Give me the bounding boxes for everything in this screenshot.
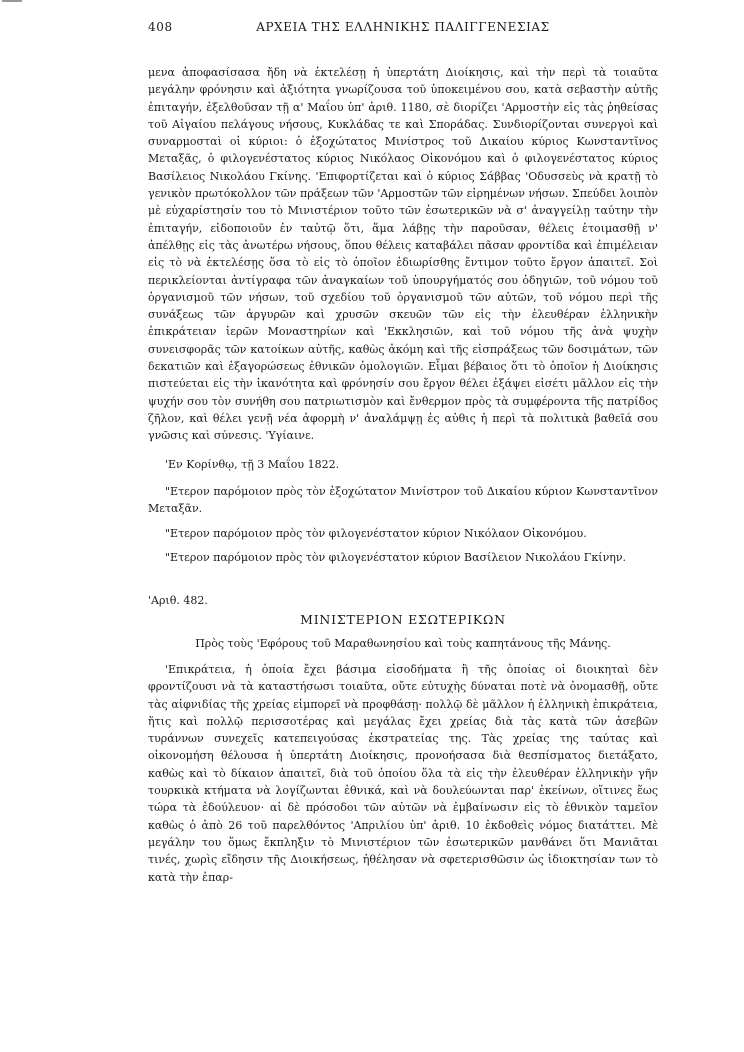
document-2-number: 'Αριθ. 482. — [148, 594, 208, 607]
page-number: 408 — [148, 20, 173, 34]
document-1-copies — [148, 483, 658, 573]
document-2-paragraph: 'Επικράτεια, ἡ ὁποία ἔχει βάσιμα εἰσοδήματα ἢ τῆς ὁποίας οἱ διοικηταὶ δὲν φροντίζουσι νὰ τὰ καταστήσωσι τοιαῦτα, οὔτε εὐτυχὴς δύναται ποτὲ νὰ ὀνομασθῇ, οὔτε τὰς αἰφνιδίας τῆς χρείας εἰμπορεῖ νὰ προφθάσῃ· πολλῷ δὲ μᾶλλον ἡ ἑλληνικὴ ἐπικράτεια, ἥτις καὶ πολλῷ περισσοτέρας καὶ μεγάλας ἔχει χρείας διὰ τὰς κατὰ τῶν ἀσεβῶν τυράννων συνεχεῖς κατεπειγούσας ἐκστρατείας της. Τὰς χρείας της ταύτας καὶ οἰκονομήση θέλουσα ἡ ὑπερτάτη Διοίκησις, προνοήσασα διὰ θεσπίσματος διετάξατο, καθὼς καὶ τὸ δίκαιον ἀπαιτεῖ, διὰ τοῦ ὁποίου ὅλα τὰ εἰς τὴν ἐλευθέραν ἑλληνικὴν γῆν τουρκικὰ κτήματα νὰ λογίζωνται ἐθνικά, καὶ νὰ δουλεύωνται παρ' ἐκείνων, οἵτινες ἕως τώρα τὰ ἐδούλευον· αἱ δὲ πρόσοδοι τῶν αὐτῶν νὰ ἐμβαίνωσιν εἰς τὸ ἐθνικὸν ταμεῖον καθὼς ὁ ἀπὸ 26 τοῦ παρελθόντος 'Απριλίου ὑπ' ἀριθ. 10 ἐκδοθεὶς νόμος διατάττει. Μὲ μεγάλην του ὅμως ἔκπληξιν τὸ Μινιστέριον τῶν ἐσωτερικῶν μανθάνει ὅτι Μανιᾶται τινές, χωρὶς εἴδησιν τῆς Διοικήσεως, ἠθέλησαν νὰ σφετερισθῶσιν ὡς ἰδιοκτησίαν των τὸ κατὰ τὴν ἐπαρ- — [148, 663, 658, 884]
copy-note-1: "Ετερον παρόμοιον πρὸς τὸν ἐξοχώτατον Μινίστρον τοῦ Δικαίου κύριον Κωνσταντῖνον Μεταξᾶν. — [148, 485, 658, 516]
scan-edge-mark — [2, 0, 22, 2]
document-2-body — [148, 661, 658, 886]
document-1-signature: 'Εν Κορίνθῳ, τῇ 3 Μαΐου 1822. — [165, 458, 340, 471]
running-title: ΑΡΧΕΙΑ ΤΗΣ ΕΛΛΗΝΙΚΗΣ ΠΑΛΙΓΓΕΝΕΣΙΑΣ — [256, 20, 550, 34]
document-2-addressee: Πρὸς τοὺς 'Εφόρους τοῦ Μαραθωνησίου καὶ τοὺς καπητάνους τῆς Μάνης. — [195, 637, 611, 650]
copy-note-3: "Ετερον παρόμοιον πρὸς τὸν φιλογενέστατον κύριον Βασίλειον Νικολάου Γκίνην. — [165, 550, 627, 564]
copy-note-2: "Ετερον παρόμοιον πρὸς τὸν φιλογενέστατον κύριον Νικόλαον Οἰκονόμου. — [165, 526, 587, 540]
document-1-body — [148, 64, 658, 445]
document-2-ministry-heading: ΜΙΝΙΣΤΕΡΙΟΝ ΕΣΩΤΕΡΙΚΩΝ — [300, 612, 506, 627]
document-1-paragraph: μενα ἀποφασίσασα ἤδη νὰ ἐκτελέσῃ ἡ ὑπερτάτη Διοίκησις, καὶ τὴν περὶ τὰ τοιαῦτα μεγάλην φρόνησιν καὶ ἀξιότητα γνωρίζουσα τοῦ ὑποκειμένου σου, κατὰ σεβαστὴν αὐτῆς ἐπιταγήν, ἐξελθοῦσαν τῇ α' Μαΐου ὑπ' ἀριθ. 1180, σὲ διορίζει 'Αρμοστὴν εἰς τὰς ῥηθείσας τοῦ Αἰγαίου πελάγους νήσους, Κυκλάδας τε καὶ Σποράδας. Συνδιορίζονται συνεργοὶ καὶ συναρμοσταὶ οἱ κύριοι: ὁ ἐξοχώτατος Μινίστρος τοῦ Δικαίου κύριος Κωνσταντῖνος Μεταξᾶς, ὁ φιλογενέστατος κύριος Νικόλαος Οἰκονόμου καὶ ὁ φιλογενέστατος κύριος Βασίλειος Νικολάου Γκίνης. 'Επιφορτίζεται καὶ ὁ κύριος Σάββας 'Οδυσσεὺς νὰ κρατῇ τὸ γενικὸν πρωτόκολλον τῶν πράξεων τῶν 'Αρμοστῶν τῶν εἰρημένων νήσων. Σπεύδει λοιπὸν μὲ εὐχαρίστησίν του τὸ Μινιστέριον τοῦτο τῶν ἐσωτερικῶν νὰ σ' ἀναγγείλῃ ταύτην τὴν ἐπιταγήν, εἰδοποιοῦν ἐν ταὐτῷ ὅτι, ἅμα λάβῃς τὴν παροῦσαν, θέλεις ἑτοιμασθῇ ν' ἀπέλθῃς εἰς τὰς ἀνωτέρω νήσους, ὅπου θέλεις καταβάλει πᾶσαν φροντίδα καὶ ἐπιμέλειαν εἰς τὸ νὰ ἐκτελέσῃς ὅσα τὸ εἰς τὸ ὁποῖον ἐδιωρίσθης ἔντιμον τοῦτο ἔργον ἀπαιτεῖ. Σοὶ περικλείονται ἀντίγραφα τῶν ἀναγκαίων τοῦ ὑπουργήματός σου ὁδηγιῶν, τοῦ νόμου τοῦ ὀργανισμοῦ τῶν νήσων, τοῦ σχεδίου τοῦ ὀργανισμοῦ τῶν αὐτῶν, τοῦ νόμου περὶ τῆς συνάξεως τῶν ἀργυρῶν καὶ χρυσῶν σκευῶν τῶν εἰς τὴν ἐλευθέραν ἑλληνικὴν ἐπικράτειαν ἱερῶν Μοναστηρίων καὶ 'Εκκλησιῶν, καὶ τοῦ νόμου τῆς ἀνὰ ψυχὴν συνεισφορᾶς τῶν κατοίκων αὐτῆς, καθὼς ἀκόμη καὶ τῆς εἰσπράξεως τῶν δοσιμάτων, τῶν δεκατιῶν καὶ ἐξαγορώσεως ἐθνικῶν ὁμολογιῶν. Εἶμαι βέβαιος ὅτι τὸ ὁποῖον ἡ Διοίκησις πιστεύεται εἰς τὴν ἱκανότητα καὶ φρόνησίν σου ἔργον θέλει ἐξάψει εἰσέτι μᾶλλον εἰς τὴν ψυχήν σου τὸν συνήθη σου πατριωτισμὸν καὶ ἔνθερμον πρὸς τὰ συμφέροντα τῆς πατρίδος ζῆλον, καὶ θέλει γενῇ νέα ἀφορμὴ ν' ἀναλάμψῃ ἐς αὐθις ἡ περὶ τὰ πολιτικὰ βαθεῖά σου γνῶσις καὶ σύνεσις. 'Υγίαινε. — [148, 66, 658, 443]
running-header — [148, 20, 658, 42]
